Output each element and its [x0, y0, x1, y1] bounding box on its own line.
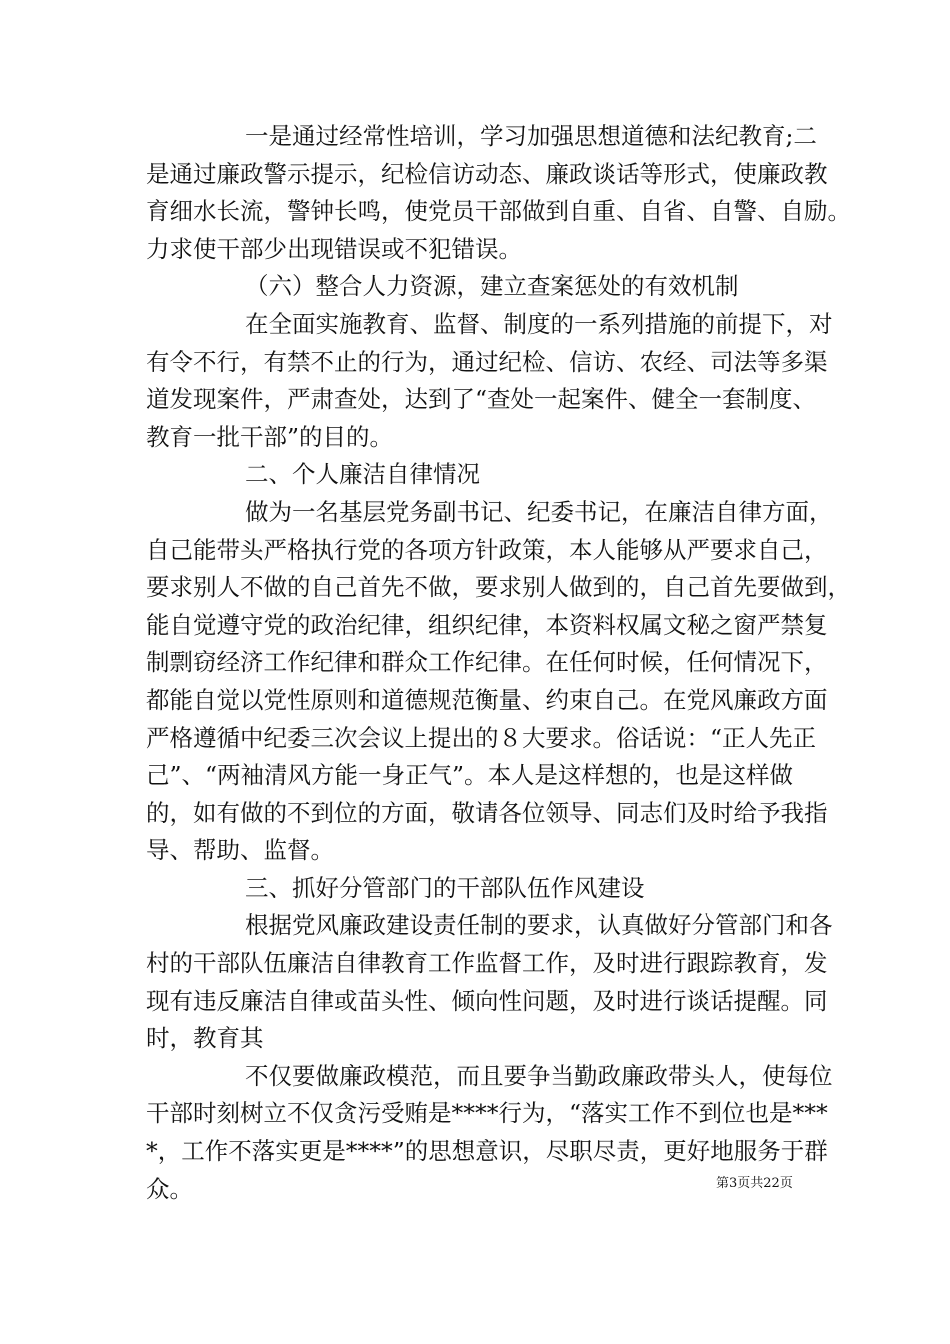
paragraph-3-line-3: 要求别人不做的自己首先不做，要求别人做到的，自己首先要做到，: [146, 573, 851, 602]
paragraph-3-line-4: 能自觉遵守党的政治纪律，组织纪律，本资料权属文秘之窗严禁复: [146, 610, 828, 639]
paragraph-3-line-1: 做为一名基层党务副书记、纪委书记，在廉洁自律方面，: [245, 497, 833, 526]
section-heading-3: 三、抓好分管部门的干部队伍作风建设: [245, 873, 645, 902]
paragraph-5-line-4: 众。: [146, 1174, 193, 1203]
paragraph-5-line-3: *，工作不落实更是****”的思想意识，尽职尽责，更好地服务于群: [146, 1137, 828, 1166]
paragraph-1-line-3: 育细水长流，警钟长鸣，使党员干部做到自重、自省、自警、自励。: [146, 197, 851, 226]
page-number: 第3页共22页: [716, 1176, 793, 1191]
paragraph-3-line-8: 己”、“两袖清风方能一身正气”。本人是这样想的，也是这样做: [146, 761, 794, 790]
paragraph-4-line-2: 村的干部队伍廉洁自律教育工作监督工作，及时进行跟踪教育，发: [146, 949, 828, 978]
paragraph-2-line-1: 在全面实施教育、监督、制度的一系列措施的前提下，对: [245, 309, 833, 338]
paragraph-2-line-4: 教育一批干部”的目的。: [146, 422, 394, 451]
paragraph-3-line-9: 的，如有做的不到位的方面，敬请各位领导、同志们及时给予我指: [146, 798, 828, 827]
paragraph-5-line-1: 不仅要做廉政模范，而且要争当勤政廉政带头人，使每位: [245, 1061, 833, 1090]
paragraph-4-line-1: 根据党风廉政建设责任制的要求，认真做好分管部门和各: [245, 911, 833, 940]
paragraph-3-line-5: 制剽窃经济工作纪律和群众工作纪律。在任何时候，任何情况下，: [146, 648, 828, 677]
paragraph-3-line-6: 都能自觉以党性原则和道德规范衡量、约束自己。在党风廉政方面: [146, 685, 828, 714]
section-heading-2: 二、个人廉洁自律情况: [245, 460, 480, 489]
paragraph-4-line-3: 现有违反廉洁自律或苗头性、倾向性问题，及时进行谈话提醒。同: [146, 986, 828, 1015]
paragraph-3-line-2: 自己能带头严格执行党的各项方针政策，本人能够从严要求自己，: [146, 535, 828, 564]
paragraph-2-line-3: 道发现案件，严肃查处，达到了“查处一起案件、健全一套制度、: [146, 385, 817, 414]
paragraph-1-line-4: 力求使干部少出现错误或不犯错误。: [146, 234, 522, 263]
paragraph-3-line-7: 严格遵循中纪委三次会议上提出的８大要求。俗话说：“正人先正: [146, 723, 817, 752]
paragraph-5-line-2: 干部时刻树立不仅贪污受贿是****行为，“落实工作不到位也是***: [146, 1099, 828, 1128]
paragraph-1-line-1: 一是通过经常性培训，学习加强思想道德和法纪教育;二: [245, 122, 817, 150]
section-heading-6: （六）整合人力资源，建立查案惩处的有效机制: [245, 272, 739, 301]
paragraph-4-line-4: 时，教育其: [146, 1024, 264, 1053]
paragraph-1-line-2: 是通过廉政警示提示，纪检信访动态、廉政谈话等形式，使廉政教: [146, 159, 828, 188]
paragraph-2-line-2: 有令不行，有禁不止的行为，通过纪检、信访、农经、司法等多渠: [146, 347, 828, 376]
document-body: [146, 118, 851, 1208]
paragraph-3-line-10: 导、帮助、监督。: [146, 836, 334, 865]
